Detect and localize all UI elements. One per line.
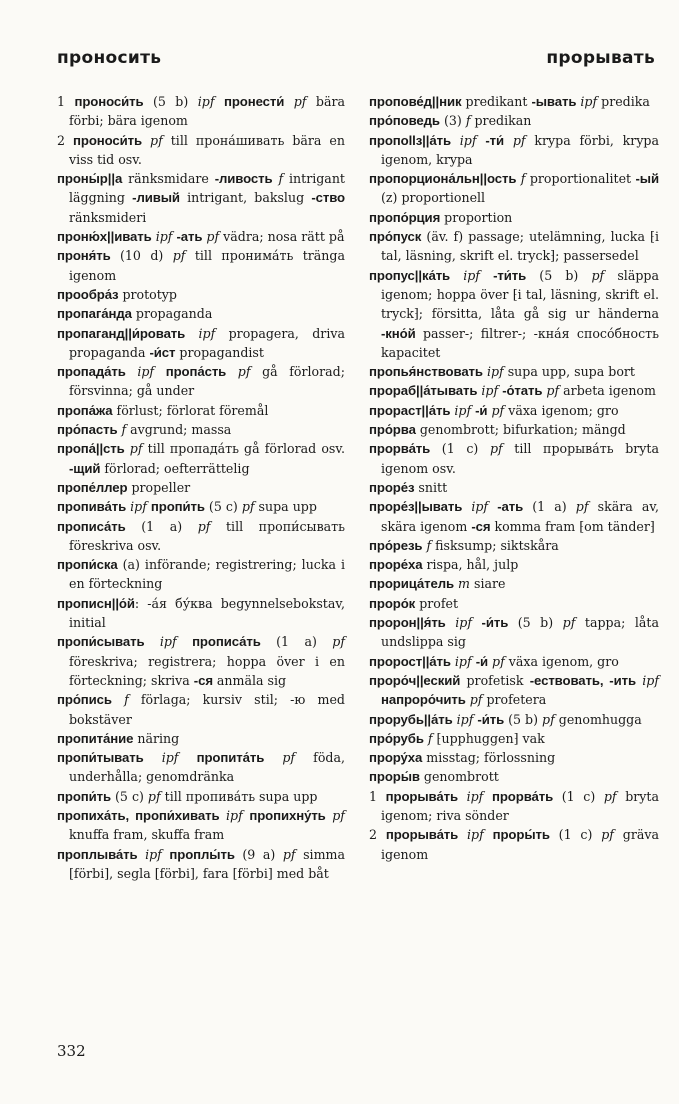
dictionary-entry [57,169,345,227]
headword: прораст||а́ть [369,402,451,418]
grammar-label: pf [591,267,605,283]
definition-text: (1 c) [430,441,490,457]
grammar-label: pf [282,846,296,862]
grammar-label: pf [546,383,560,399]
definition-text: propagandist [175,344,264,360]
page-number: 332 [57,1042,86,1060]
dictionary-entry [369,825,659,864]
grammar-label: ipf [130,499,147,515]
headword: пропита́ние [57,730,134,746]
definition-text: gå förlorad; försvinna; gå under [69,364,345,399]
headword: проро́ч||еский [369,672,461,688]
definition-text: ränksmidare [122,171,215,187]
headword: пропага́нда [57,306,132,322]
dictionary-entry [57,845,345,884]
definition-text: förlust; förlorat föremål [112,402,269,418]
grammar-label: f [427,730,433,746]
definition-text [144,634,159,649]
grammar-label: pf [172,248,186,264]
headword: -ся [471,518,491,534]
definition-text [138,847,146,862]
dictionary-entry [57,227,345,246]
grammar-label: pf [332,634,345,650]
headword: -и́ст [149,344,176,360]
dictionary-entry [369,478,659,497]
definition-text [142,133,150,148]
headword: -ти́ть [493,267,527,283]
headword: -ать [176,229,203,245]
grammar-label: ipf [197,94,215,109]
headword: проны́р||а [57,171,123,187]
grammar-label: ipf [459,132,477,148]
headword: прописн||о́й [57,595,135,611]
header-right-guide-word: прорывать [546,48,655,68]
definition-text [458,789,467,804]
headword: пропе́ллер [57,479,128,495]
grammar-label: pf [542,711,555,727]
grammar-label: f [520,171,526,187]
definition-text: propagera, driva propaganda [69,325,345,360]
headword: проноси́ть [73,132,143,148]
headword: -ти́ [485,132,505,148]
dictionary-entry [57,439,345,478]
definition-text: (5 b) [504,711,543,727]
definition-text: (1 a) [260,634,333,650]
dictionary-entry [57,729,345,748]
definition-text: (5 b) [143,94,198,109]
grammar-label: ipf [145,846,162,862]
dictionary-entry [57,787,345,806]
definition-text: predika [597,94,650,109]
dictionary-entry [369,710,659,729]
headword: пропиха́ть, пропи́хивать [57,807,220,823]
dictionary-entry [57,285,345,304]
headword: пропихну́ть [249,807,326,823]
definition-text: gräva igenom [381,827,659,862]
definition-text: släppa igenom; hoppa över ⁅i tal, läsning, skrift el. tryck⁆; försitta, låta gå sig ur händerna [381,267,659,322]
definition-text: fisksump; siktskåra [431,537,559,553]
definition-text: 2 [57,132,73,148]
definition-text [284,94,293,109]
grammar-label: pf [491,402,505,418]
headword: пропива́ть [57,499,127,515]
definition-text: propeller [127,479,191,495]
dictionary-entry [57,555,345,594]
headword: пропи́тывать [57,750,144,766]
grammar-label: ipf [580,94,598,109]
headword: пророст||а́ть [369,653,451,669]
grammar-label: f [124,692,129,708]
definition-text [450,268,463,283]
definition-text: knuffa fram, skuffa fram [69,827,225,843]
headword: прору́ха [369,750,423,766]
dictionary-entry [369,227,659,266]
headword: про́рубь [369,730,424,746]
dictionary-entry [369,92,659,111]
definition-text: till прона́шивать bära en viss tid osv. [69,132,345,167]
definition-text: bära förbi; bära igenom [69,94,345,129]
headword: проре́ха [369,557,423,573]
definition-text: komma fram ⁅om tänder⁆ [490,518,655,534]
headword: проню́х||ивать [57,229,152,245]
definition-text: genombrott; bifurkation; mängd [415,422,626,438]
headword: -и́ [475,402,488,418]
headword: прорица́тель [369,576,455,592]
definition-text [264,750,282,765]
definition-text: (1 a) [523,499,576,515]
definition-text [472,615,482,630]
grammar-label: pf [603,788,617,804]
definition-text: förlorad; oefterrättelig [100,460,250,476]
grammar-label: pf [601,827,614,843]
definition-text: (z) proportionell [381,190,486,206]
dictionary-entry [57,420,345,439]
definition-text: (3) [439,113,466,129]
grammar-label: pf [293,94,307,109]
definition-text: intrigant läggning [69,171,345,206]
grammar-label: ipf [159,634,177,650]
definition-text: : -а́я бу́ква begynnelsebokstav, initial [69,595,345,631]
definition-text: (a) införande; registrering; lucka i en förteckning [69,557,345,592]
headword: пропи́сывать [57,634,145,650]
definition-text [451,133,460,148]
headword: проре́з [369,479,415,495]
definition-text: till пропада́ть gå förlorad osv. [142,441,345,457]
dictionary-entry [369,111,659,130]
grammar-label: ipf [486,364,504,380]
dictionary-entry [57,401,345,420]
definition-text [144,750,162,765]
dictionary-entry [369,767,659,786]
definition-text [126,364,138,379]
headword: проры́ть [492,827,550,843]
grammar-label: ipf [467,827,484,843]
definition-text: näring [133,730,180,746]
headword: прообра́з [57,286,119,302]
grammar-label: pf [492,653,505,669]
grammar-label: ipf [198,325,216,341]
grammar-label: pf [147,788,161,804]
definition-text: krypa förbi, krypa igenom, krypa [381,132,659,167]
headword: про́рва [369,422,416,438]
headword: пропи́ска [57,557,118,573]
definition-text: (5 c) [204,499,242,515]
headword: пронести́ [223,94,285,109]
headword: проня́ть [57,248,111,264]
dictionary-entry [369,594,659,613]
dictionary-entry [369,208,659,227]
definition-text: 1 [57,94,75,109]
definition-text: misstag; förlossning [422,750,556,766]
headword: пропи́ть [150,499,205,515]
grammar-label: pf [282,750,296,766]
grammar-label: ipf [226,807,243,823]
headword: пропове́д||ник [369,94,462,109]
grammar-label: pf [575,499,589,515]
right-column [369,92,659,864]
dictionary-entry [369,787,659,826]
headword: прорыва́ть [385,788,458,804]
grammar-label: f [465,113,471,129]
grammar-label: ipf [463,267,480,283]
grammar-label: ipf [454,653,472,669]
dictionary-entry [369,439,659,478]
dictionary-entry [369,729,659,748]
definition-text: växa igenom; gro [504,402,619,418]
definition-text: predikan [470,113,532,129]
definition-text: till пропива́ть supa upp [160,788,318,804]
definition-text: 2 [369,827,386,843]
dictionary-entry [369,131,659,170]
definition-text [177,634,192,649]
grammar-label: pf [489,441,503,457]
definition-text: profetera [482,692,547,708]
headword: -ывать [531,94,577,109]
definition-text: (10 d) [110,248,173,264]
headword: прописа́ть [192,634,261,650]
headword: проро́к [369,595,416,611]
dictionary-entry [369,497,659,536]
definition-text [462,499,471,514]
definition-text: till пронима́ть tränga igenom [69,248,345,283]
headword: пропада́ть [57,364,126,380]
grammar-label: pf [562,615,576,631]
grammar-label: ipf [456,711,474,727]
definition-text: predikant [461,94,532,109]
header-left-guide-word: проносить [57,48,162,68]
dictionary-entry [57,748,345,787]
headword: проре́з||ывать [369,499,463,515]
dictionary-entry [57,246,345,285]
definition-text: (5 c) [111,788,148,804]
dictionary-entry [57,92,345,131]
definition-text: snitt [414,479,448,495]
dictionary-entry [369,420,659,439]
grammar-label: pf [332,807,345,823]
grammar-label: ipf [137,364,155,380]
headword: -и́ [475,653,488,669]
headword: про́пись [57,692,112,708]
headword: прорва́ть [491,788,554,804]
dictionary-entry [57,806,345,845]
headword: -ство [311,190,345,206]
definition-text: (äv. f) passage; utelämning, lucka ⁅i tal, läsning, skrift el. tryck⁆; passersedel [381,229,659,264]
headword: прорубь||а́ть [369,711,453,727]
definition-text: växa igenom, gro [504,653,619,669]
grammar-label: ipf [161,750,179,766]
headword: -о́тать [502,383,543,399]
headword: пропаганд||и́ровать [57,325,186,341]
grammar-label: pf [206,229,220,245]
definition-text: 1 [369,788,386,804]
headword: -ливость [214,171,273,187]
headword: проноси́ть [74,94,144,109]
definition-text: föda, underhålla; genomdränka [69,750,345,785]
definition-text: supa upp [254,499,317,515]
definition-text: propaganda [131,306,213,322]
dictionary-entry [57,304,345,323]
grammar-label: f [278,171,284,187]
headword: напроро́чить [381,692,466,708]
definition-text: (1 c) [553,788,604,804]
definition-text [154,364,166,379]
dictionary-entry [369,555,659,574]
headword: пропа́жа [57,402,113,418]
left-column [57,92,345,883]
definition-text: tappa; låta undslippa sig [381,615,659,650]
grammar-label: pf [150,132,163,148]
definition-text [504,133,513,148]
headword: пропа́||сть [57,441,125,457]
dictionary-entry [57,632,345,690]
definition-text [488,499,497,514]
headword: проры́в [369,769,420,785]
dictionary-entry [369,748,659,767]
headword: прорыва́ть [385,827,459,843]
definition-text: (5 b) [526,267,592,283]
definition-text [484,827,493,842]
definition-text: föreskriva; registrera; hoppa över i en förteckning; skriva [69,653,345,688]
headword: -и́ть [481,615,509,631]
headword: пропи́ть [57,788,112,804]
headword: пророн||я́ть [369,615,446,631]
grammar-label: m [458,576,470,592]
dictionary-entry [57,362,345,401]
headword: пропорциона́льн||ость [369,171,517,187]
dictionary-entry [57,478,345,497]
headword: прорва́ть [369,441,431,457]
dictionary-entry [369,401,659,420]
definition-text: till прорыва́ть bryta igenom osv. [381,441,659,476]
dictionary-entry [369,169,659,208]
definition-text: arbeta igenom [559,383,656,399]
dictionary-entry [57,517,345,556]
headword: пропollз||а́ть [369,132,451,148]
dictionary-entry [57,690,345,729]
definition-text: rispa, hål, julp [422,557,519,573]
definition-text [178,750,196,765]
definition-text: förlaga; kursiv stil; -ю med bokstäver [69,692,345,727]
definition-text: avgrund; massa [126,422,232,438]
dictionary-entry [57,131,345,170]
definition-text: intrigant, bakslug [179,190,312,206]
definition-text: proportion [440,209,513,225]
definition-text: proportionalitet [525,171,636,187]
definition-text: simma [förbi], segla [förbi], fara [förbi] med båt [69,846,345,881]
definition-text: skära av, skära igenom [381,499,659,534]
definition-text: (1 a) [125,518,198,534]
definition-text: anmäla sig [212,672,287,688]
definition-text: prototyp [118,286,177,302]
dictionary-entry [369,266,659,362]
definition-text: (9 a) [234,846,283,862]
grammar-label: ipf [155,229,173,245]
definition-text: profetisk [460,672,530,688]
headword: -кно́й [381,325,416,341]
definition-text [226,364,238,379]
definition-text: profet [415,595,459,611]
definition-text [112,692,124,707]
grammar-label: ipf [466,788,484,804]
headword: про́пуск [369,229,422,245]
grammar-label: ipf [481,383,499,399]
headword: -ествовать, -ить [529,672,636,688]
definition-text [185,326,198,341]
grammar-label: pf [237,364,251,380]
grammar-label: ipf [454,402,472,418]
headword: -и́ть [477,711,505,727]
headword: пропа́сть [165,364,227,380]
definition-text [483,789,492,804]
definition-text: bryta igenom; riva sönder [381,788,659,823]
grammar-label: ipf [471,499,489,515]
dictionary-entry [57,497,345,516]
dictionary-entry [369,381,659,400]
dictionary-entry [369,536,659,555]
headword: -ый [635,171,659,187]
grammar-label: f [121,422,127,438]
definition-text [446,615,456,630]
dictionary-entry [57,324,345,363]
definition-text [458,827,467,842]
dictionary-entry [369,574,659,593]
headword: про́поведь [369,113,440,129]
definition-text: vädra; nosa rätt på [219,229,345,245]
headword: про́пасть [57,422,118,438]
headword: -ливый [132,190,180,206]
grammar-label: pf [197,518,211,534]
grammar-label: f [426,537,432,553]
grammar-label: pf [512,132,526,148]
headword: про́резь [369,537,423,553]
definition-text: (5 b) [508,615,563,631]
headword: пропо́рция [369,209,441,225]
headword: -ся [193,672,213,688]
grammar-label: pf [469,692,483,708]
dictionary-entry [369,671,659,710]
grammar-label: pf [129,441,143,457]
grammar-label: ipf [455,615,472,631]
definition-text: ränksmideri [69,209,147,225]
dictionary-entry [369,613,659,652]
definition-text: ⁅upphuggen⁆ vak [432,730,545,746]
definition-text: (1 c) [549,827,602,843]
headword: -ать [497,499,524,515]
headword: проплыва́ть [57,846,138,862]
dictionary-entry [57,594,345,633]
grammar-label: pf [241,499,255,515]
headword: пропья́нствовать [369,364,483,380]
definition-text: genomhugga [554,711,642,727]
definition-text: siare [470,576,506,592]
definition-text: passer-; filtrer-; -кна́я спосо́бность kapacitet [381,325,659,360]
headword: проплы́ть [169,846,235,862]
definition-text [215,94,224,109]
headword: пропита́ть [196,750,265,766]
definition-text: supa upp, supa bort [503,364,635,380]
dictionary-entry [369,362,659,381]
headword: пропус||ка́ть [369,267,451,283]
headword: прораб||а́тывать [369,383,478,399]
headword: прописа́ть [57,518,126,534]
definition-text: till пропи́сывать föreskriva osv. [69,518,346,553]
definition-text: genombrott [419,769,499,785]
grammar-label: ipf [642,672,659,688]
definition-text [480,268,493,283]
dictionary-entry [369,652,659,671]
headword: -щий [69,460,101,476]
